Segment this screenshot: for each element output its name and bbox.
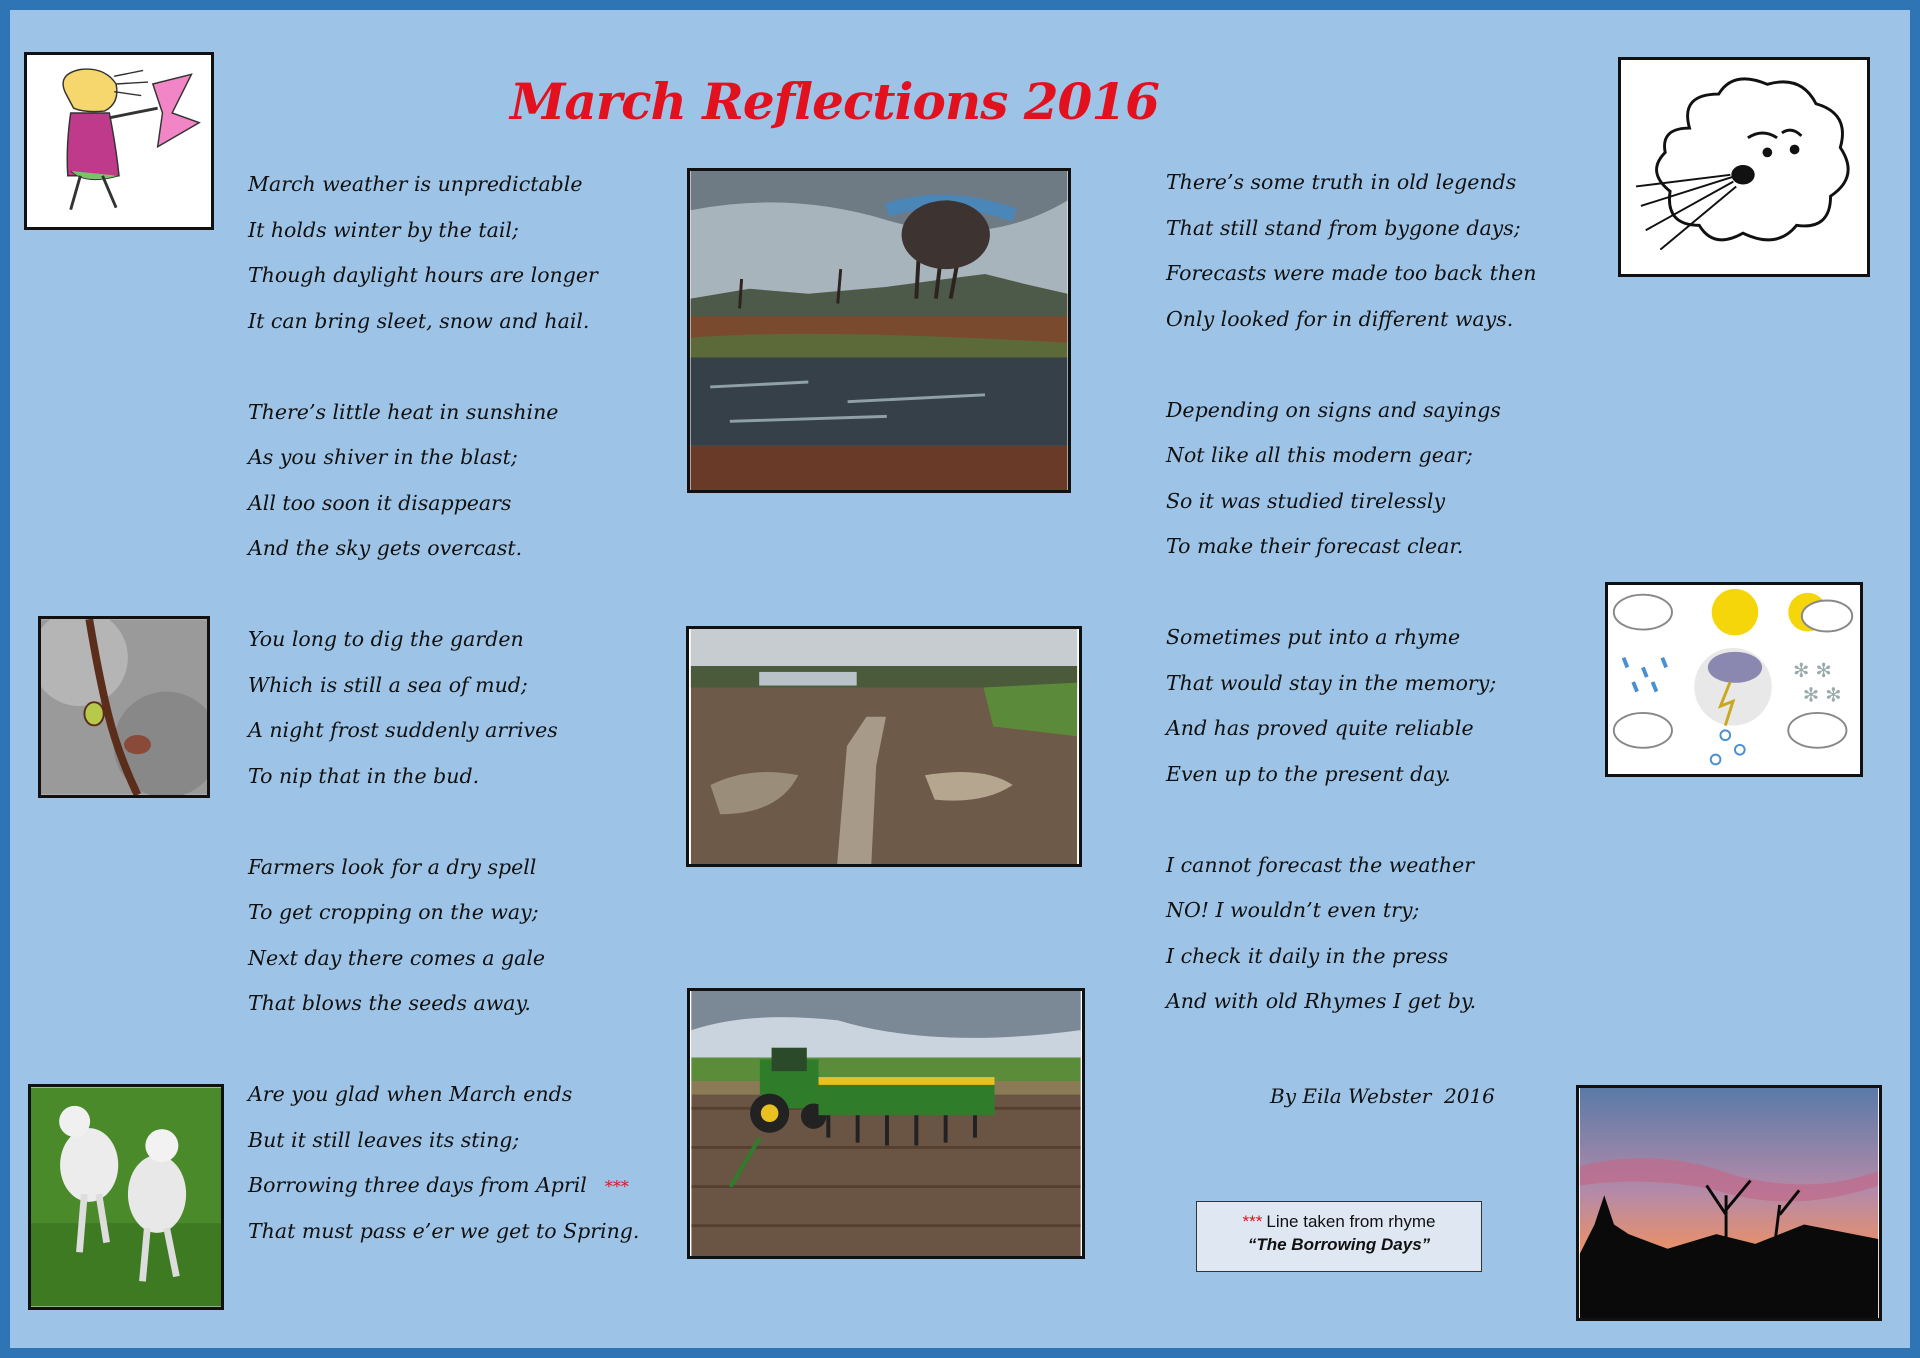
windblown-woman-icon (24, 52, 214, 230)
poem-line: There’s little heat in sunshine (248, 399, 559, 424)
stanza (1166, 388, 1536, 570)
footnote-rhyme-name: “The Borrowing Days” (1247, 1235, 1431, 1254)
river-painting (687, 168, 1071, 493)
poem-left-column (248, 162, 639, 1300)
footnote-line-1 (1197, 1212, 1481, 1232)
poem-line: That must pass e’er we get to Spring. (248, 1218, 640, 1243)
stanza (1166, 615, 1536, 797)
footnote-box (1196, 1201, 1482, 1272)
poem-line: Though daylight hours are longer (248, 263, 598, 287)
lambs-photo (28, 1084, 224, 1310)
poem-line: Even up to the present day. (1166, 761, 1451, 786)
stanza (248, 390, 639, 572)
poem-line: Only looked for in different ways. (1166, 306, 1514, 331)
poem-line: And with old Rhymes I get by. (1166, 989, 1477, 1013)
poem-line: A night frost suddenly arrives (248, 718, 558, 742)
poem-line: NO! I wouldn’t even try; (1166, 898, 1420, 922)
poem-line: There’s some truth in old legends (1166, 170, 1517, 194)
poem-line: March weather is unpredictable (248, 172, 583, 196)
poem-line: As you shiver in the blast; (248, 445, 518, 469)
sunset-trees-photo (1576, 1085, 1882, 1321)
poem-line: Are you glad when March ends (248, 1082, 573, 1106)
poem-line: But it still leaves its sting; (248, 1127, 520, 1152)
poem-line: To get cropping on the way; (248, 900, 539, 924)
poem-line: Farmers look for a dry spell (248, 854, 537, 879)
svg-text:✻ ✻: ✻ ✻ (1802, 683, 1842, 707)
tractor-seeding-photo (687, 988, 1085, 1259)
poem-line: Next day there comes a gale (248, 945, 546, 970)
poem-line: To make their forecast clear. (1166, 534, 1464, 558)
poem-line: So it was studied tirelessly (1166, 488, 1446, 513)
poem-line: Which is still a sea of mud; (248, 672, 528, 697)
poem-right-column (1166, 160, 1536, 1070)
poem-line: And the sky gets overcast. (248, 536, 523, 560)
poem-line: Depending on signs and sayings (1166, 397, 1501, 422)
poster (10, 10, 1910, 1348)
weather-symbols-icon (1605, 582, 1863, 777)
stanza (1166, 160, 1536, 342)
svg-text:✻ ✻: ✻ ✻ (1793, 659, 1832, 683)
frost-bud-photo (38, 616, 210, 798)
footnote-marker: *** (1242, 1212, 1263, 1231)
poem-line: Sometimes put into a rhyme (1166, 625, 1461, 649)
poem-line: All too soon it disappears (248, 490, 512, 515)
poem-line (248, 1163, 639, 1209)
poem-line: Forecasts were made too back then (1166, 261, 1537, 285)
poem-line: It can bring sleet, snow and hail. (248, 308, 590, 333)
stanza (248, 162, 639, 344)
poem-line: That would stay in the memory; (1166, 670, 1497, 695)
blowing-cloud-icon (1618, 57, 1870, 277)
poem-line: That still stand from bygone days; (1166, 215, 1521, 240)
poem-line: And has proved quite reliable (1166, 716, 1474, 740)
stanza (248, 845, 639, 1027)
author-credit: By Eila Webster 2016 (1270, 1084, 1495, 1108)
poem-line-text: Borrowing three days from April (248, 1173, 587, 1197)
footnote-marker: *** (604, 1177, 629, 1196)
muddy-field-photo (686, 626, 1082, 867)
poem-line: I check it daily in the press (1166, 943, 1449, 968)
poem-line: I cannot forecast the weather (1166, 852, 1475, 877)
poem-line: Not like all this modern gear; (1166, 443, 1473, 467)
poem-line: It holds winter by the tail; (248, 217, 519, 242)
poem-line: You long to dig the garden (248, 627, 524, 651)
footnote-text: Line taken from rhyme (1266, 1212, 1436, 1231)
poem-line: To nip that in the bud. (248, 763, 480, 788)
poem-title: March Reflections 2016 (510, 72, 1159, 131)
stanza (248, 617, 639, 799)
stanza (248, 1072, 639, 1254)
poem-line: That blows the seeds away. (248, 991, 531, 1015)
stanza (1166, 843, 1536, 1025)
